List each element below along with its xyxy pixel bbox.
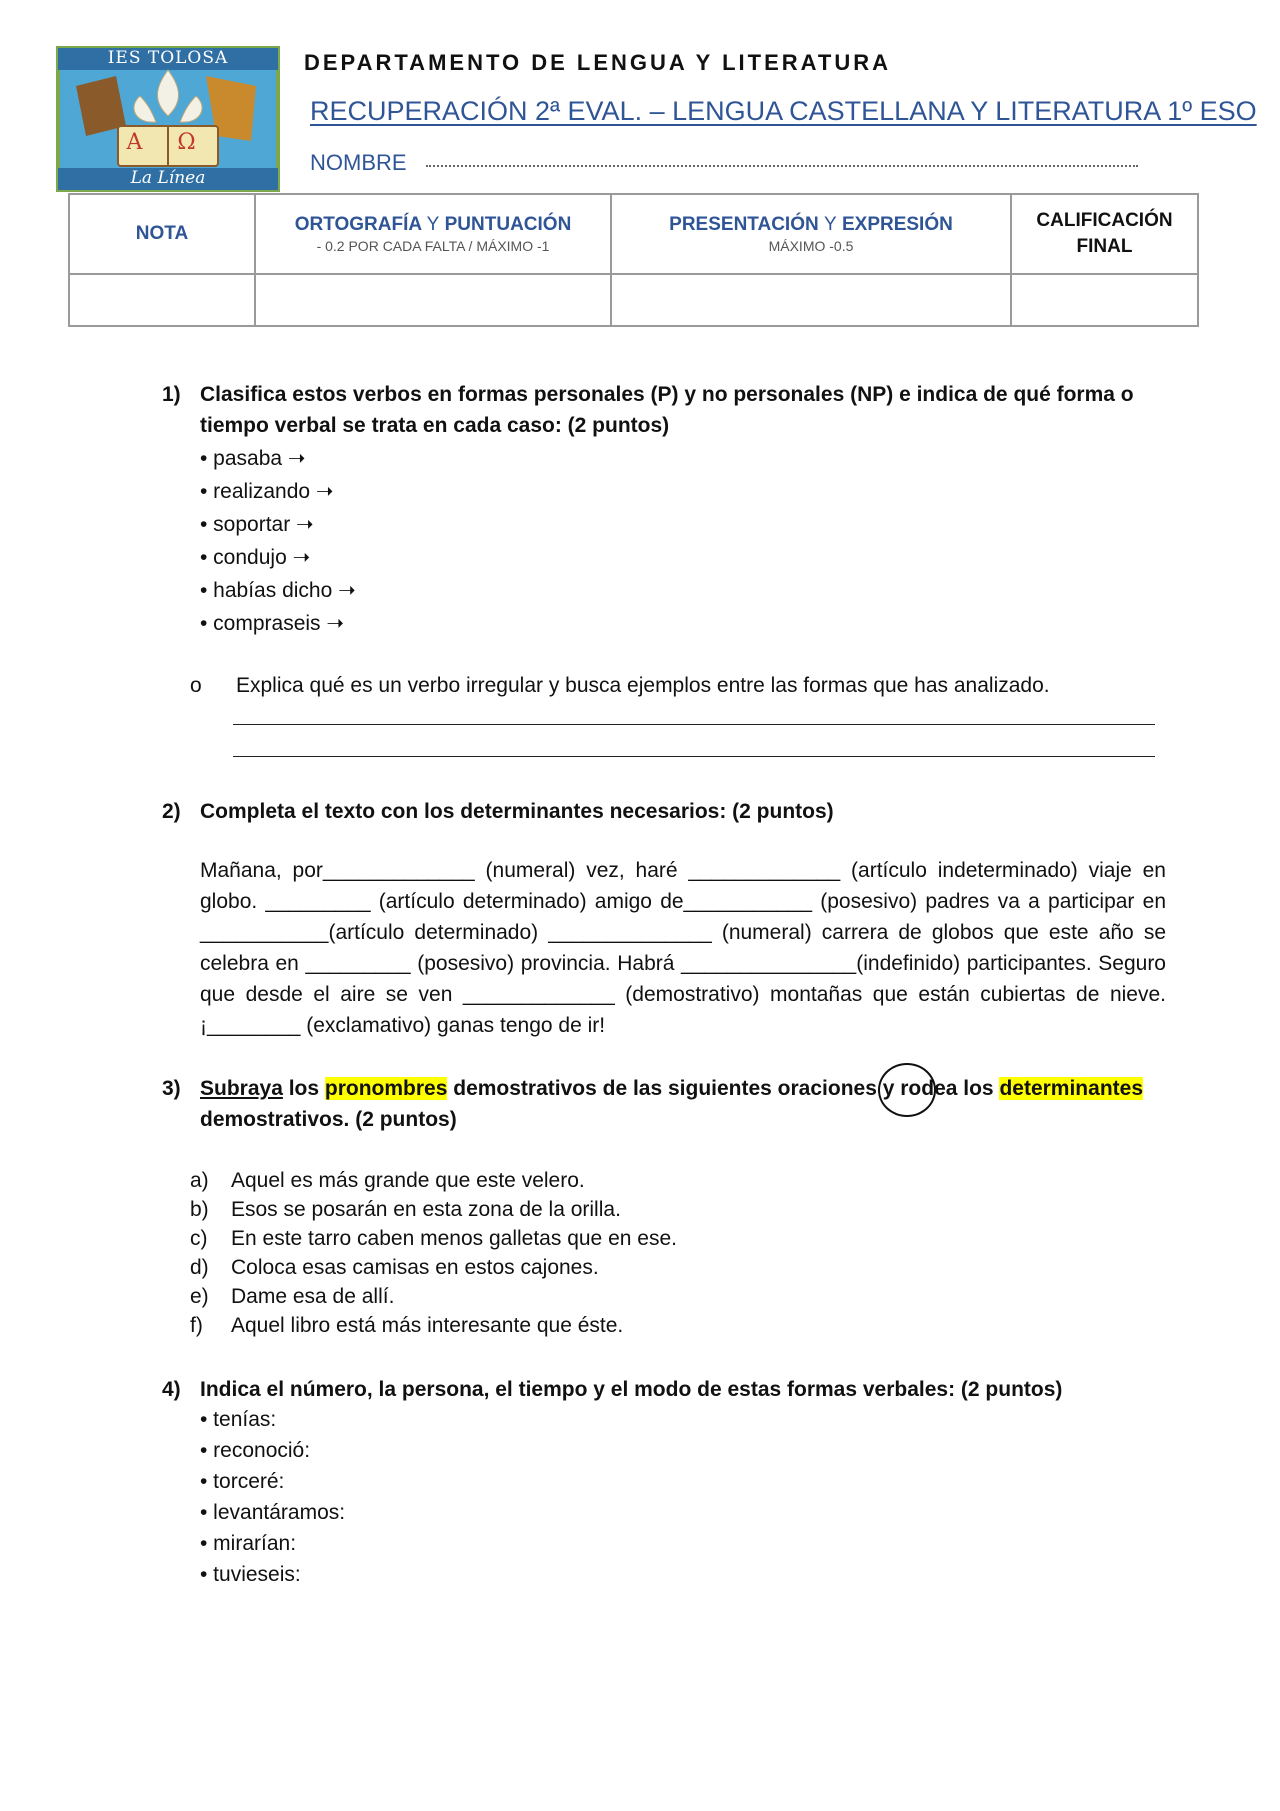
q4-verb-list	[200, 1404, 345, 1590]
list-item: • condujo ➝	[200, 546, 311, 569]
school-crest-icon	[56, 46, 280, 192]
presentacion-cell[interactable]	[611, 274, 1011, 326]
list-item: f) Aquel libro está más interesante que éste.	[190, 1314, 624, 1337]
question-text: Indica el número, la persona, el tiempo y el modo de estas formas verbales: (2 puntos)	[200, 1378, 1063, 1401]
ortografia-header: ORTOGRAFÍA Y PUNTUACIÓN - 0.2 POR CADA FALTA / MÁXIMO -1	[255, 194, 611, 274]
question-number: 4)	[162, 1378, 181, 1401]
list-item: • mirarían:	[200, 1532, 297, 1555]
list-item: • torceré:	[200, 1470, 285, 1493]
list-item: • realizando ➝	[200, 480, 334, 503]
question-number: 1)	[162, 383, 181, 406]
highlight-pronombres: pronombres	[324, 1077, 448, 1100]
presentacion-note: MÁXIMO -0.5	[768, 238, 854, 254]
circle-annotation	[878, 1063, 936, 1117]
question-2	[162, 796, 1172, 827]
subquestion-text: Explica qué es un verbo irregular y busca ejemplos entre las formas que has analizado.	[236, 674, 1050, 697]
circle-bullet: o	[190, 674, 202, 697]
name-field[interactable]	[426, 165, 1138, 167]
exam-title: RECUPERACIÓN 2ª EVAL. – LENGUA CASTELLANA Y LITERATURA 1º ESO	[310, 96, 1257, 126]
ortografia-note: - 0.2 POR CADA FALTA / MÁXIMO -1	[316, 238, 550, 254]
question-text: Subraya los pronombres demostrativos de las siguientes oraciones y rodea los determinantes demostrativos. (2 puntos)	[200, 1077, 1143, 1131]
department-heading: DEPARTAMENTO DE LENGUA Y LITERATURA	[304, 50, 891, 75]
q2-fill-paragraph: Mañana, por_____________ (numeral) vez, haré _____________ (artículo indeterminado) viaje en globo. _________ (artículo determinado) amigo de___________ (posesivo) padres va a participar en ___________(artículo determinado) ______________ (numeral) carrera de globos que este año se celebra en _________ (posesivo) provincia. Habrá _______________(indefinido) participantes. Seguro que desde el aire se ven _____________ (demostrativo) montañas que están cubiertas de nieve. ¡________ (exclamativo) ganas tengo de ir!	[200, 859, 1166, 1037]
grades-table	[68, 193, 1199, 327]
question-number: 3)	[162, 1077, 181, 1100]
question-number: 2)	[162, 800, 181, 823]
list-item: • soportar ➝	[200, 513, 314, 536]
name-label: NOMBRE	[310, 150, 407, 175]
calificacion-cell[interactable]	[1011, 274, 1198, 326]
crest-symbols: A Ω	[126, 130, 210, 155]
crest-bottom-text: La Línea	[130, 168, 206, 188]
question-4	[162, 1374, 1172, 1405]
list-item: • reconoció:	[200, 1439, 311, 1462]
question-text: Completa el texto con los determinantes necesarios: (2 puntos)	[200, 800, 834, 823]
calificacion-header: CALIFICACIÓN FINAL	[1011, 194, 1198, 274]
circled-rodea: rodea	[900, 1077, 958, 1100]
answer-line[interactable]	[233, 756, 1155, 757]
list-item: • tuvieseis:	[200, 1563, 301, 1586]
question-1	[162, 379, 1172, 441]
question-text: Clasifica estos verbos en formas personales (P) y no personales (NP) e indica de qué forma o tiempo verbal se trata en cada caso: (2 puntos)	[200, 383, 1134, 437]
ortografia-cell[interactable]	[255, 274, 611, 326]
list-item: c) En este tarro caben menos galletas que en ese.	[190, 1227, 677, 1250]
presentacion-header: PRESENTACIÓN Y EXPRESIÓN MÁXIMO -0.5	[611, 194, 1011, 274]
list-item: d) Coloca esas camisas en estos cajones.	[190, 1256, 599, 1279]
q3-sentence-list	[190, 1166, 677, 1340]
list-item: • pasaba ➝	[200, 447, 306, 470]
list-item: e) Dame esa de allí.	[190, 1285, 395, 1308]
answer-line[interactable]	[233, 724, 1155, 725]
crest-top-text: IES TOLOSA	[107, 48, 229, 68]
list-item: b) Esos se posarán en esta zona de la orilla.	[190, 1198, 621, 1221]
nota-header: NOTA	[69, 194, 255, 274]
question-3	[162, 1073, 1172, 1135]
list-item: • levantáramos:	[200, 1501, 346, 1524]
q1-subquestion	[190, 674, 1050, 698]
list-item: • tenías:	[200, 1408, 277, 1431]
nota-cell[interactable]	[69, 274, 255, 326]
list-item: • habías dicho ➝	[200, 579, 356, 602]
q1-verb-list	[200, 442, 356, 640]
highlight-determinantes: determinantes	[999, 1077, 1143, 1100]
list-item: • compraseis ➝	[200, 612, 344, 635]
list-item: a) Aquel es más grande que este velero.	[190, 1169, 585, 1192]
